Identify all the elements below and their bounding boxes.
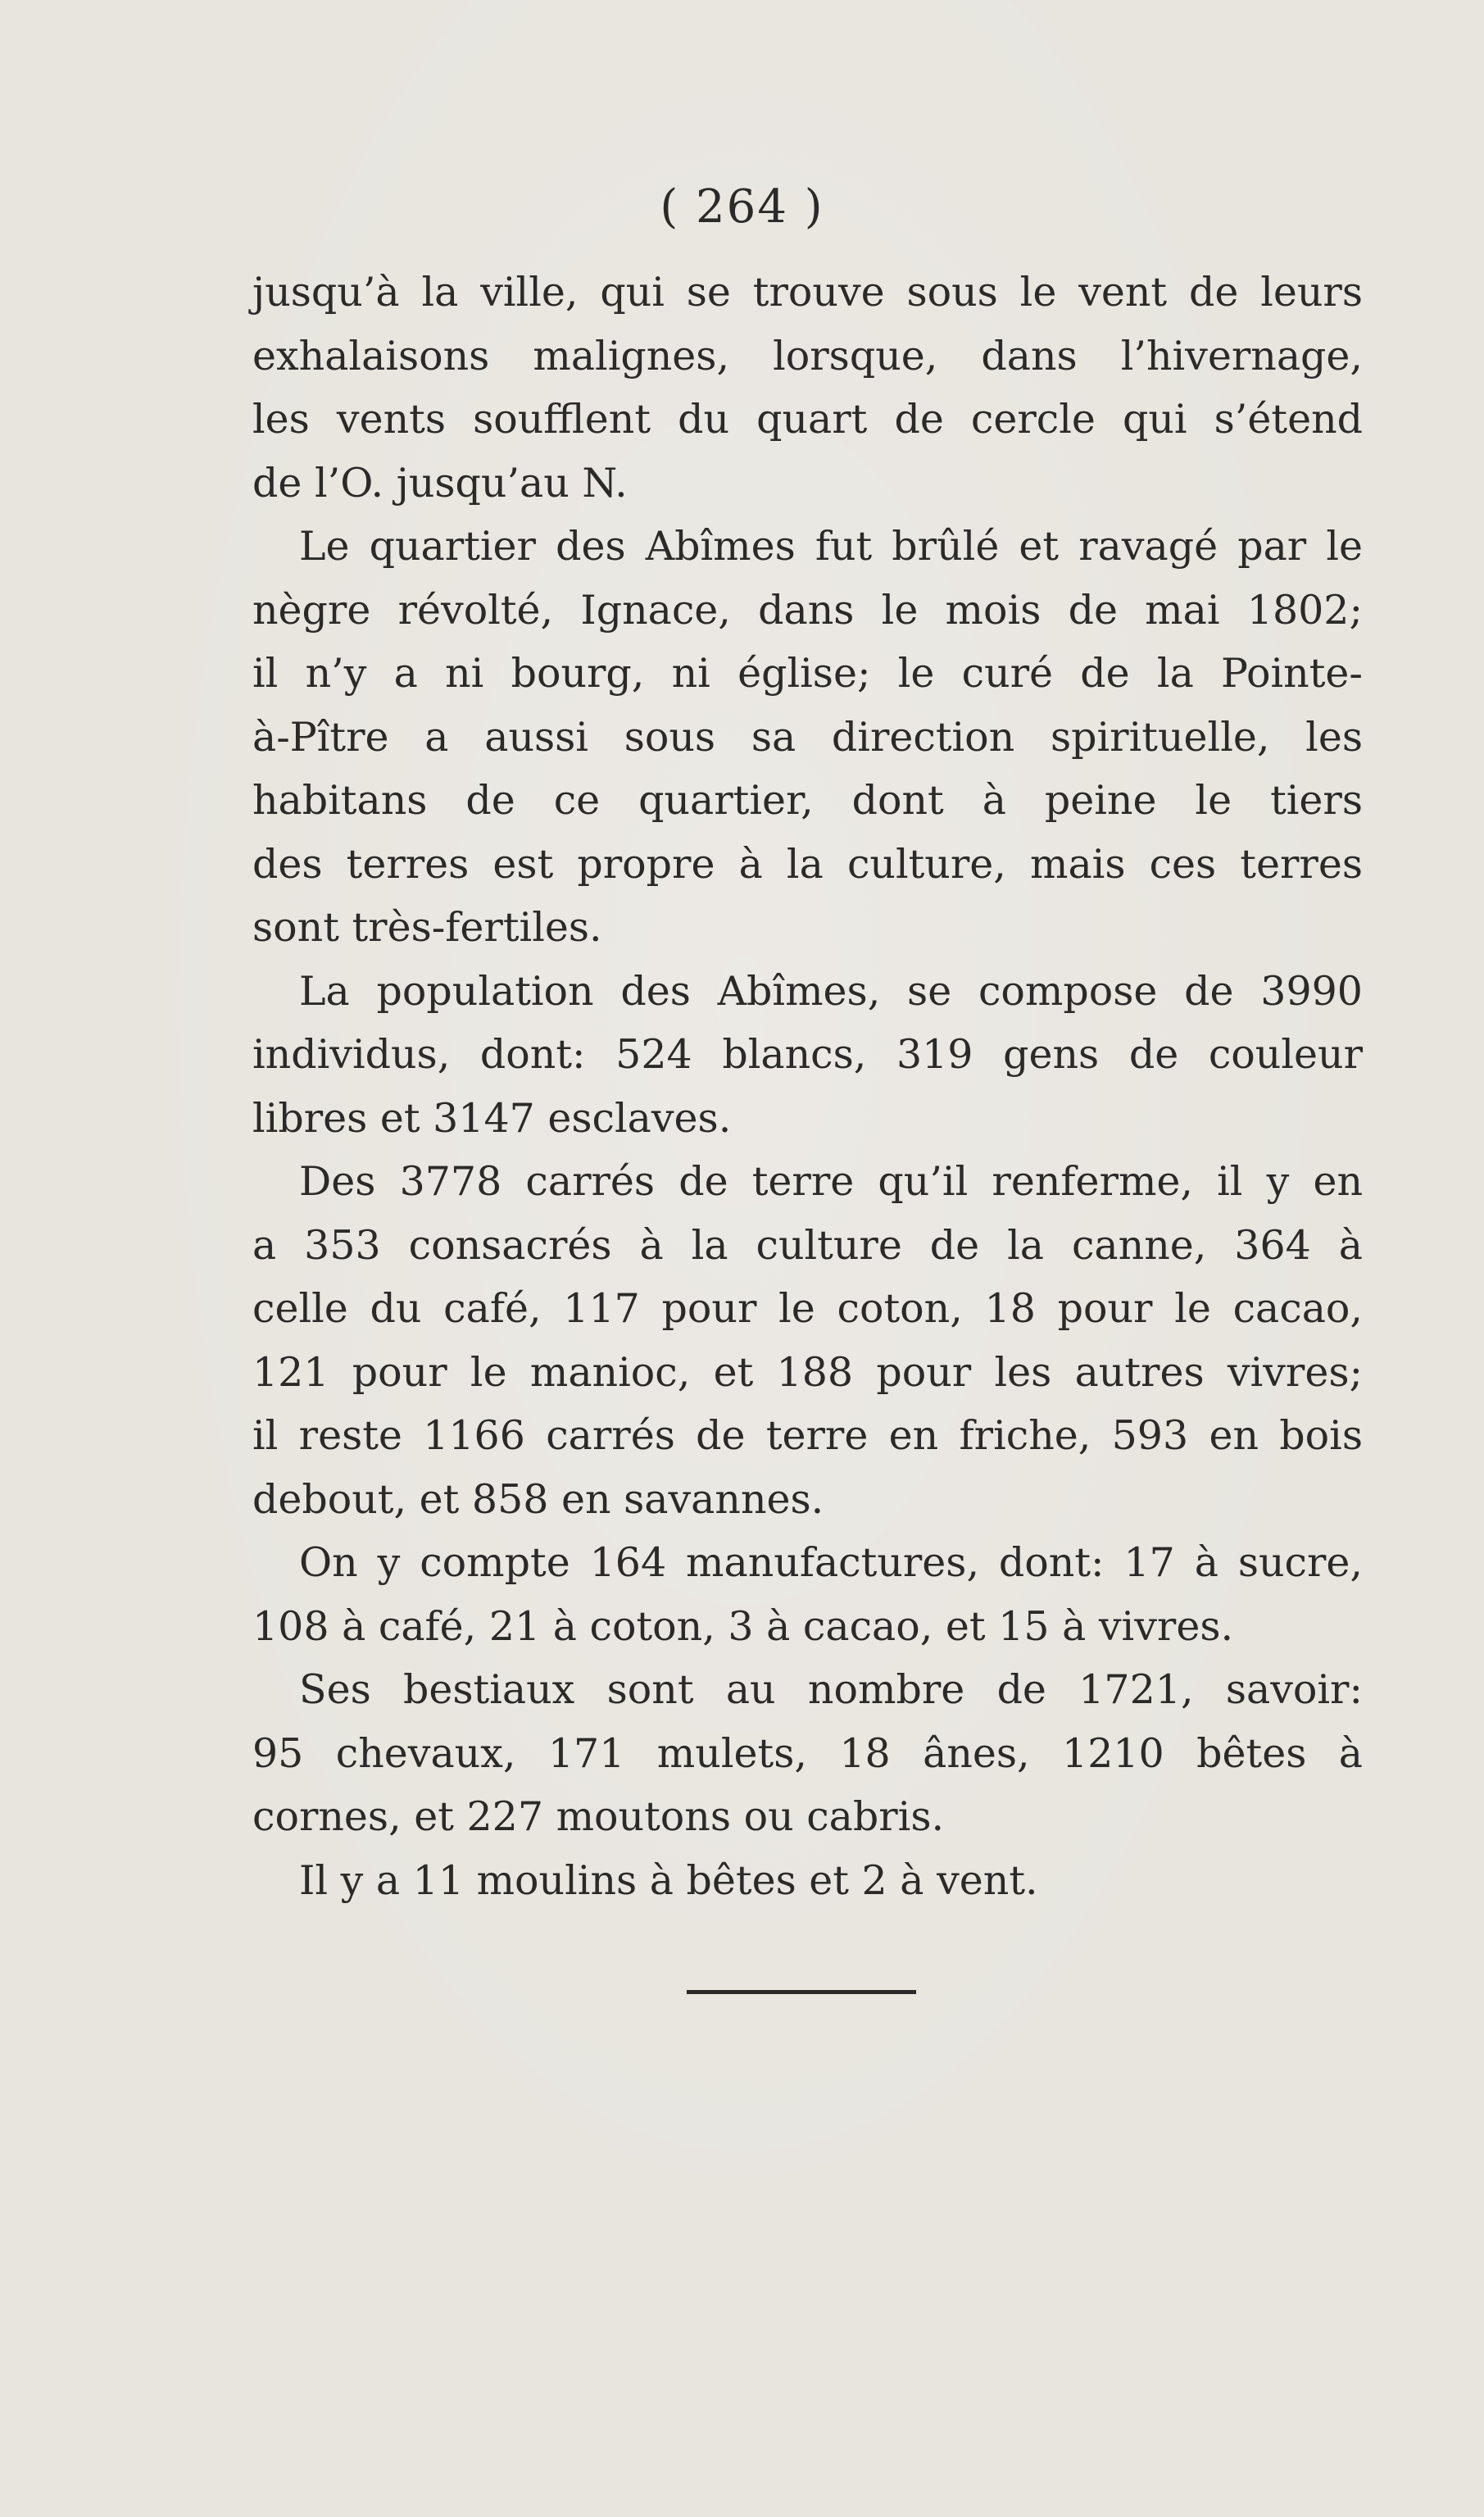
body-text [252,261,1363,1912]
text-line: On y compte 164 manufactures, dont: 17 à sucre, [299,1539,1363,1586]
text-line: Des 3778 carrés de terre qu’il renferme, il y en [299,1158,1363,1205]
text-line: 121 pour le manioc, et 188 pour les autres vivres; [252,1348,1363,1396]
text-line: 95 chevaux, 171 mulets, 18 ânes, 1210 bêtes à [252,1729,1363,1777]
text-line: debout, et 858 en savannes. [252,1475,824,1523]
text-line: cornes, et 227 moutons ou cabris. [252,1793,945,1840]
text-line: de l’O. jusqu’au N. [252,459,628,507]
text-line: les vents soufflent du quart de cercle qui s’étend [252,396,1363,443]
text-line: Il y a 11 moulins à bêtes et 2 à vent. [299,1856,1038,1904]
section-divider [687,1990,916,1994]
text-line: Le quartier des Abîmes fut brûlé et ravagé par le [299,523,1363,570]
text-line: sont très-fertiles. [252,904,602,951]
text-line: à-Pître a aussi sous sa direction spirituelle, les [252,713,1363,761]
text-line: a 353 consacrés à la culture de la canne, 364 à [252,1221,1363,1269]
text-line: il reste 1166 carrés de terre en friche, 593 en bois [252,1412,1363,1459]
text-line: nègre révolté, Ignace, dans le mois de mai 1802; [252,586,1363,634]
text-line: il n’y a ni bourg, ni église; le curé de la Pointe- [252,650,1363,697]
page-number: ( 264 ) [660,180,824,234]
text-line: habitans de ce quartier, dont à peine le tiers [252,777,1363,824]
text-line: La population des Abîmes, se compose de 3990 [299,967,1363,1015]
text-line: jusqu’à la ville, qui se trouve sous le vent de leurs [252,269,1363,316]
text-line: des terres est propre à la culture, mais ces terres [252,840,1363,888]
text-line: exhalaisons malignes, lorsque, dans l’hivernage, [252,332,1363,379]
text-line: individus, dont: 524 blancs, 319 gens de couleur [252,1031,1363,1078]
text-line: Ses bestiaux sont au nombre de 1721, savoir: [299,1666,1363,1713]
text-line: 108 à café, 21 à coton, 3 à cacao, et 15 à vivres. [252,1602,1234,1650]
text-line: libres et 3147 esclaves. [252,1094,732,1142]
text-line: celle du café, 117 pour le coton, 18 pour le cacao, [252,1285,1363,1332]
